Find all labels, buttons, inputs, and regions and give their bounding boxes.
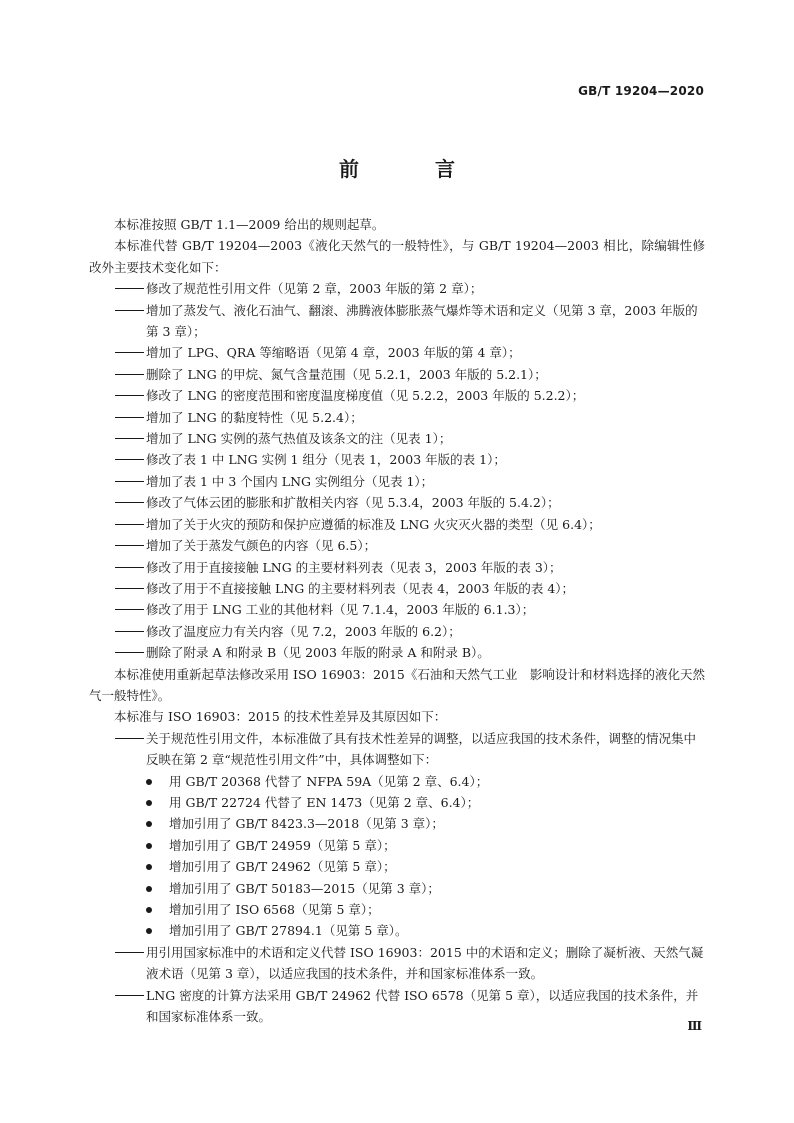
differences-intro: 本标准与 ISO 16903：2015 的技术性差异及其原因如下： — [114, 709, 447, 725]
bullet-dot — [146, 907, 152, 913]
bullet-dot — [146, 864, 152, 870]
change-item — [89, 578, 705, 599]
replacement-paragraph: 本标准代替 GB/T 19204—2003《液化天然气的一般特性》，与 GB/T 19204—2003 相比，除编辑性修改外主要技术变化如下： — [89, 238, 705, 275]
difference-text: 用引用国家标准中的术语和定义代替 ISO 16903：2015 中的术语和定义；删除了凝析液、天然气凝液术语（见第 3 章），以适应我国的技术条件，并和国家标准体系一致。 — [146, 944, 704, 982]
reference-adjustment-item — [89, 856, 705, 877]
bullet-dot — [146, 886, 152, 892]
change-text: 增加了关于蒸发气颜色的内容（见 6.5）； — [146, 538, 377, 554]
change-text: 增加了关于火灾的预防和保护应遵循的标准及 LNG 火灾灭火器的类型（见 6.4）； — [146, 516, 601, 532]
dash-marker — [114, 471, 144, 492]
change-text: 增加了 LNG 实例的蒸气热值及该条文的注（见表 1）； — [146, 431, 452, 447]
bullet-dot — [146, 821, 152, 827]
reference-adjustment-item — [89, 920, 705, 941]
change-text: 修改了规范性引用文件（见第 2 章，2003 年版的第 2 章）； — [146, 281, 483, 297]
dash-marker — [114, 300, 144, 321]
difference-item — [89, 985, 705, 1028]
change-item — [89, 599, 705, 620]
dash-marker — [114, 342, 144, 363]
change-text: 增加了 LNG 的黏度特性（见 5.2.4）； — [146, 409, 363, 425]
change-item — [89, 407, 705, 428]
dash-marker — [114, 578, 144, 599]
change-item — [89, 278, 705, 299]
page-title: 前 言 — [339, 157, 483, 181]
dash-marker — [114, 385, 144, 406]
change-text: 删除了附录 A 和附录 B（见 2003 年版的附录 A 和附录 B）。 — [146, 645, 490, 661]
reference-adjustment-item — [89, 813, 705, 834]
change-item — [89, 342, 705, 363]
dash-marker — [114, 985, 144, 1006]
difference-text: 关于规范性引用文件，本标准做了具有技术性差异的调整，以适应我国的技术条件，调整的情况集中反映在第 2 章“规范性引用文件”中，具体调整如下： — [146, 730, 697, 768]
change-item — [89, 364, 705, 385]
dash-marker — [114, 642, 144, 663]
change-text: 修改了气体云团的膨胀和扩散相关内容（见 5.3.4，2003 年版的 5.4.2）； — [146, 495, 560, 511]
change-item — [89, 385, 705, 406]
change-item — [89, 300, 705, 343]
dash-marker — [114, 278, 144, 299]
standard-code: GB/T 19204—2020 — [578, 84, 704, 98]
reference-adjustment-list — [89, 771, 705, 942]
change-text: 增加了 LPG、QRA 等缩略语（见第 4 章，2003 年版的第 4 章）； — [146, 345, 521, 361]
change-text: 删除了 LNG 的甲烷、氮气含量范围（见 5.2.1，2003 年版的 5.2.1）； — [146, 366, 547, 382]
reference-adjustment-item — [89, 792, 705, 813]
reference-adjustment-text: 增加引用了 GB/T 27894.1（见第 5 章）。 — [169, 923, 408, 939]
reference-adjustment-item — [89, 771, 705, 792]
dash-marker — [114, 728, 144, 749]
reference-adjustment-text: 用 GB/T 22724 代替了 EN 1473（见第 2 章、6.4）； — [169, 794, 480, 810]
reference-adjustment-text: 用 GB/T 20368 代替了 NFPA 59A（见第 2 章、6.4）； — [169, 773, 489, 789]
dash-marker — [114, 535, 144, 556]
document-body — [89, 214, 705, 1027]
reference-adjustment-text: 增加引用了 GB/T 24959（见第 5 章）； — [169, 837, 396, 853]
reference-adjustment-item — [89, 878, 705, 899]
changes-list — [89, 278, 705, 663]
dash-marker — [114, 428, 144, 449]
dash-marker — [114, 621, 144, 642]
change-text: 修改了用于直接接触 LNG 的主要材料列表（见表 3，2003 年版的表 3）； — [146, 559, 562, 575]
reference-adjustment-item — [89, 835, 705, 856]
dash-marker — [114, 942, 144, 963]
bullet-dot — [146, 779, 152, 785]
change-text: 修改了 LNG 的密度范围和密度温度梯度值（见 5.2.2，2003 年版的 5.2.2）； — [146, 388, 585, 404]
dash-marker — [114, 364, 144, 385]
change-item — [89, 557, 705, 578]
change-text: 增加了表 1 中 3 个国内 LNG 实例组分（见表 1）； — [146, 473, 434, 489]
bullet-dot — [146, 843, 152, 849]
page-number: Ⅲ — [687, 1019, 702, 1033]
dash-marker — [114, 407, 144, 428]
change-item — [89, 471, 705, 492]
change-text: 修改了用于不直接接触 LNG 的主要材料列表（见表 4，2003 年版的表 4）； — [146, 580, 575, 596]
change-item — [89, 449, 705, 470]
dash-marker — [114, 492, 144, 513]
adoption-paragraph: 本标准使用重新起草法修改采用 ISO 16903：2015《石油和天然气工业 影响设计和材料选择的液化天然气一般特性》。 — [89, 666, 705, 703]
change-item — [89, 514, 705, 535]
difference-item — [89, 942, 705, 985]
reference-adjustment-item — [89, 899, 705, 920]
drafting-rule-paragraph: 本标准按照 GB/T 1.1—2009 给出的规则起草。 — [114, 217, 385, 232]
change-item — [89, 535, 705, 556]
reference-adjustment-text: 增加引用了 GB/T 50183—2015（见第 3 章）； — [169, 880, 440, 896]
dash-marker — [114, 599, 144, 620]
difference-item — [89, 728, 705, 771]
change-text: 增加了蒸发气、液化石油气、翻滚、沸腾液体膨胀蒸气爆炸等术语和定义（见第 3 章，2003 年版的第 3 章）； — [146, 302, 698, 340]
change-item — [89, 428, 705, 449]
change-text: 修改了温度应力有关内容（见 7.2，2003 年版的 6.2）； — [146, 623, 461, 639]
bullet-dot — [146, 928, 152, 934]
reference-adjustment-text: 增加引用了 GB/T 24962（见第 5 章）； — [169, 859, 396, 875]
change-item — [89, 621, 705, 642]
change-text: 修改了用于 LNG 工业的其他材料（见 7.1.4，2003 年版的 6.1.3）； — [146, 602, 535, 618]
reference-adjustment-text: 增加引用了 ISO 6568（见第 5 章）； — [169, 902, 380, 917]
bullet-dot — [146, 800, 152, 806]
dash-marker — [114, 514, 144, 535]
reference-adjustment-text: 增加引用了 GB/T 8423.3—2018（见第 3 章）； — [169, 816, 444, 832]
dash-marker — [114, 557, 144, 578]
dash-marker — [114, 449, 144, 470]
difference-text: LNG 密度的计算方法采用 GB/T 24962 代替 ISO 6578（见第 5 章），以适应我国的技术条件，并和国家标准体系一致。 — [146, 987, 699, 1025]
change-item — [89, 642, 705, 663]
change-text: 修改了表 1 中 LNG 实例 1 组分（见表 1，2003 年版的表 1）； — [146, 452, 506, 468]
change-item — [89, 492, 705, 513]
